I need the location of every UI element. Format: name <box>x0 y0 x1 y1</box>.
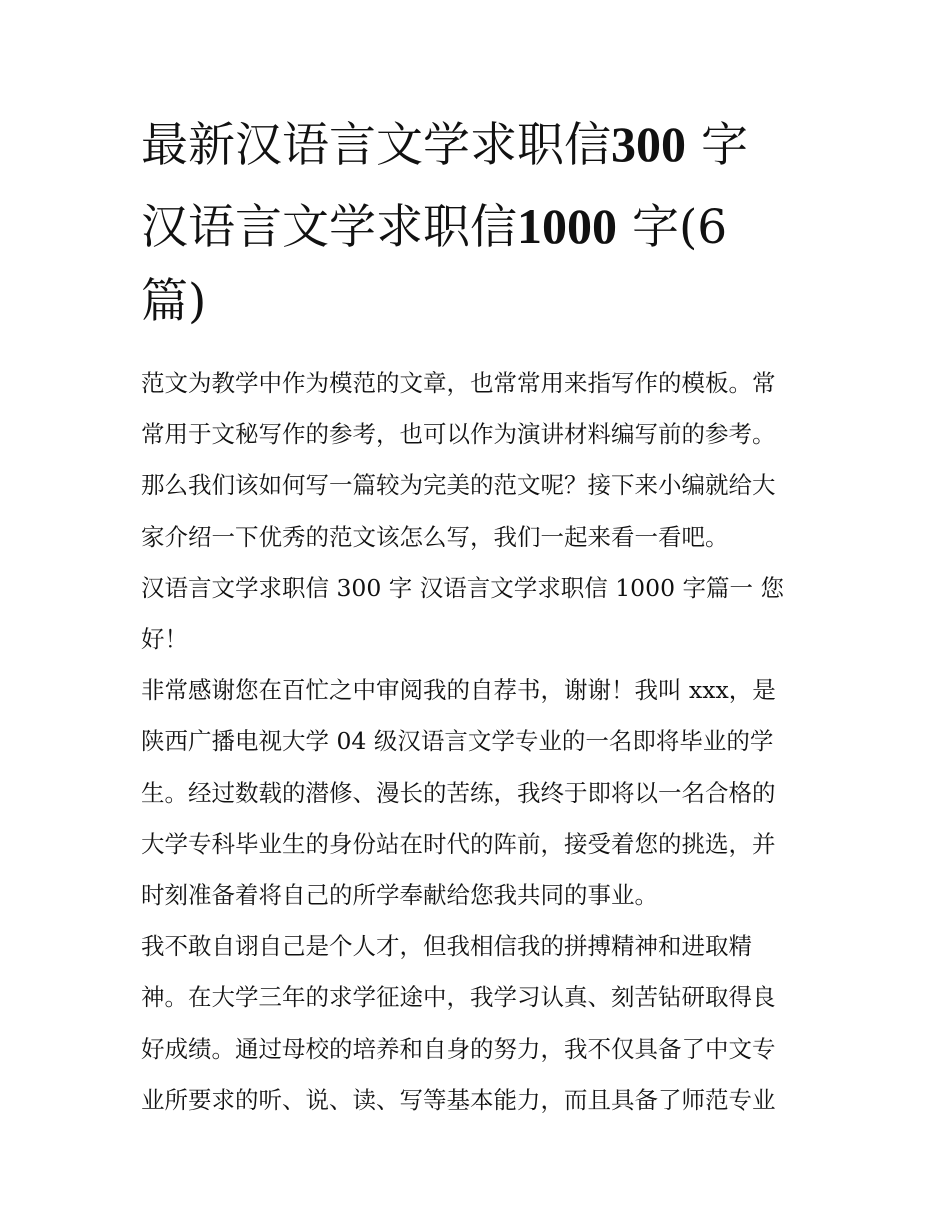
body-line: 好成绩。通过母校的培养和自身的努力，我不仅具备了中文专 <box>141 1034 776 1063</box>
title-line-3: 篇) <box>141 274 207 329</box>
title-line-1-text: 最新汉语言文学求职信 <box>141 118 611 173</box>
body-line: 业所要求的听、说、读、写等基本能力，而且具备了师范专业 <box>141 1085 776 1114</box>
body-line: 汉语言文学求职信 300 字 汉语言文学求职信 1000 字篇一 您 <box>141 573 784 602</box>
body-line: 陕西广播电视大学 04 级汉语言文学专业的一名即将毕业的学 <box>141 727 774 756</box>
body-line: 好！ <box>141 625 188 654</box>
title-line-2 <box>141 198 728 255</box>
title-line-1-number: 300 <box>611 116 686 172</box>
body-line: 范文为教学中作为模范的文章，也常常用来指写作的模板。常 <box>141 369 776 397</box>
body-line: 我不敢自诩自己是个人才，但我相信我的拼搏精神和进取精 <box>141 932 752 961</box>
body-line: 常用于文秘写作的参考，也可以作为演讲材料编写前的参考。 <box>141 420 776 449</box>
body-line: 时刻准备着将自己的所学奉献给您我共同的事业。 <box>141 881 658 910</box>
body-line: 大学专科毕业生的身份站在时代的阵前，接受着您的挑选，并 <box>141 829 776 858</box>
title-line-2-number: 1000 <box>517 198 617 254</box>
body-line: 生。经过数载的潜修、漫长的苦练，我终于即将以一名合格的 <box>141 778 776 807</box>
body-line: 那么我们该如何写一篇较为完美的范文呢？接下来小编就给大 <box>141 471 776 500</box>
title-line-2-text: 汉语言文学求职信 <box>141 200 517 255</box>
body-line: 神。在大学三年的求学征途中，我学习认真、刻苦钻研取得良 <box>141 983 776 1012</box>
body-line: 家介绍一下优秀的范文该怎么写，我们一起来看一看吧。 <box>141 522 729 551</box>
body-line: 非常感谢您在百忙之中审阅我的自荐书，谢谢！我叫 xxx，是 <box>141 676 776 705</box>
title-line-1-suffix: 字 <box>686 118 748 173</box>
document-body <box>141 358 813 1126</box>
title-line-2-suffix: 字(6 <box>617 200 728 255</box>
title-line-1 <box>141 116 748 173</box>
